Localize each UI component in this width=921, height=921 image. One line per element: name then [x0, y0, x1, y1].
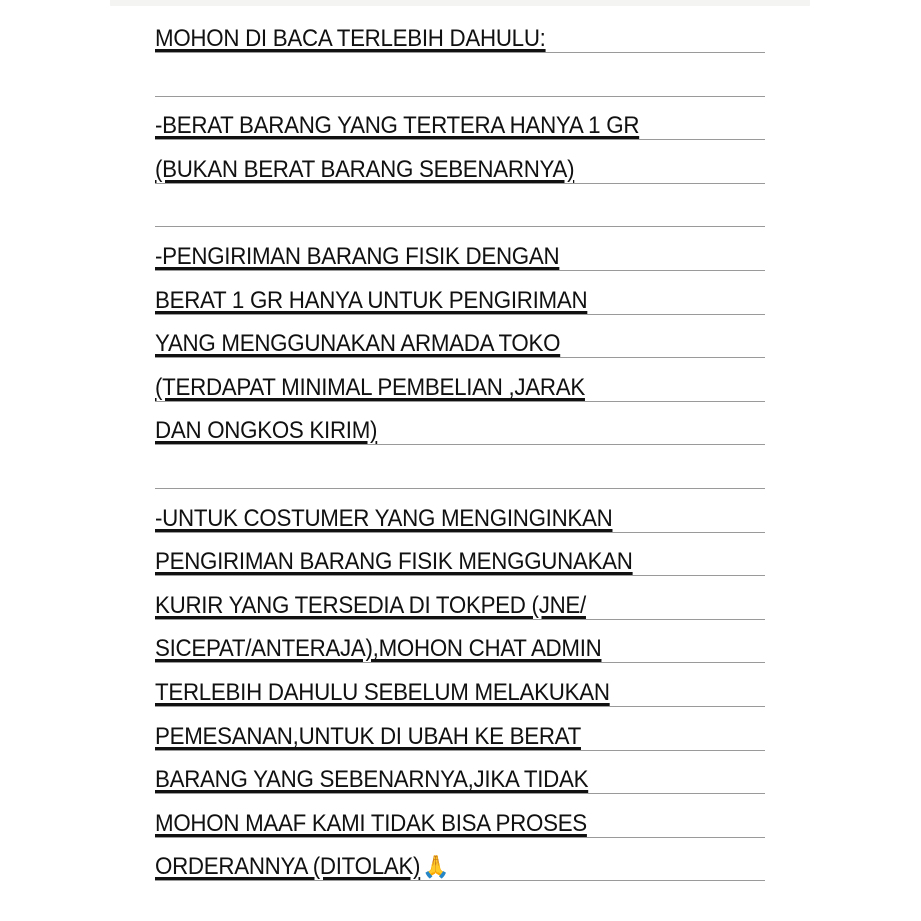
ruled-line	[155, 271, 765, 315]
ruled-line	[155, 358, 765, 402]
ruled-line	[155, 315, 765, 359]
note-text-line: KURIR YANG TERSEDIA DI TOKPED (JNE/	[155, 591, 586, 619]
note-text-line: PEMESANAN,UNTUK DI UBAH KE BERAT	[155, 722, 581, 750]
note-text-line: ORDERANNYA (DITOLAK)	[155, 853, 421, 881]
note-text-line: BERAT 1 GR HANYA UNTUK PENGIRIMAN	[155, 286, 588, 314]
note-text-line: PENGIRIMAN BARANG FISIK MENGGUNAKAN	[155, 548, 633, 576]
note-text-line: (BUKAN BERAT BARANG SEBENARNYA)	[155, 155, 575, 183]
ruled-line	[155, 838, 765, 882]
note-text-line: -UNTUK COSTUMER YANG MENGINGINKAN	[155, 504, 613, 532]
ruled-line	[155, 184, 765, 228]
ruled-line	[155, 140, 765, 184]
note-text-line: MOHON MAAF KAMI TIDAK BISA PROSES	[155, 809, 587, 837]
ruled-line	[155, 533, 765, 577]
note-text-line: YANG MENGGUNAKAN ARMADA TOKO	[155, 330, 561, 358]
note-text-line: -BERAT BARANG YANG TERTERA HANYA 1 GR	[155, 112, 640, 140]
ruled-line	[155, 402, 765, 446]
note-text-line: (TERDAPAT MINIMAL PEMBELIAN ,JARAK	[155, 373, 585, 401]
ruled-line	[155, 620, 765, 664]
ruled-line	[155, 97, 765, 141]
note-text-line: SICEPAT/ANTERAJA),MOHON CHAT ADMIN	[155, 635, 602, 663]
note-text-line: DAN ONGKOS KIRIM)	[155, 417, 378, 445]
ruled-line	[155, 9, 765, 53]
ruled-line	[155, 489, 765, 533]
note-text-line: -PENGIRIMAN BARANG FISIK DENGAN	[155, 242, 560, 270]
note-text-line: BARANG YANG SEBENARNYA,JIKA TIDAK	[155, 766, 589, 794]
note-text-line: TERLEBIH DAHULU SEBELUM MELAKUKAN	[155, 678, 610, 706]
top-edge	[110, 0, 810, 6]
ruled-line	[155, 751, 765, 795]
ruled-line	[155, 794, 765, 838]
ruled-line	[155, 53, 765, 97]
note-text-line: MOHON DI BACA TERLEBIH DAHULU:	[155, 24, 546, 52]
ruled-line	[155, 707, 765, 751]
ruled-line	[155, 227, 765, 271]
ruled-line	[155, 663, 765, 707]
ruled-line	[155, 576, 765, 620]
praying-hands-icon: 🙏	[422, 854, 450, 880]
ruled-line	[155, 445, 765, 489]
